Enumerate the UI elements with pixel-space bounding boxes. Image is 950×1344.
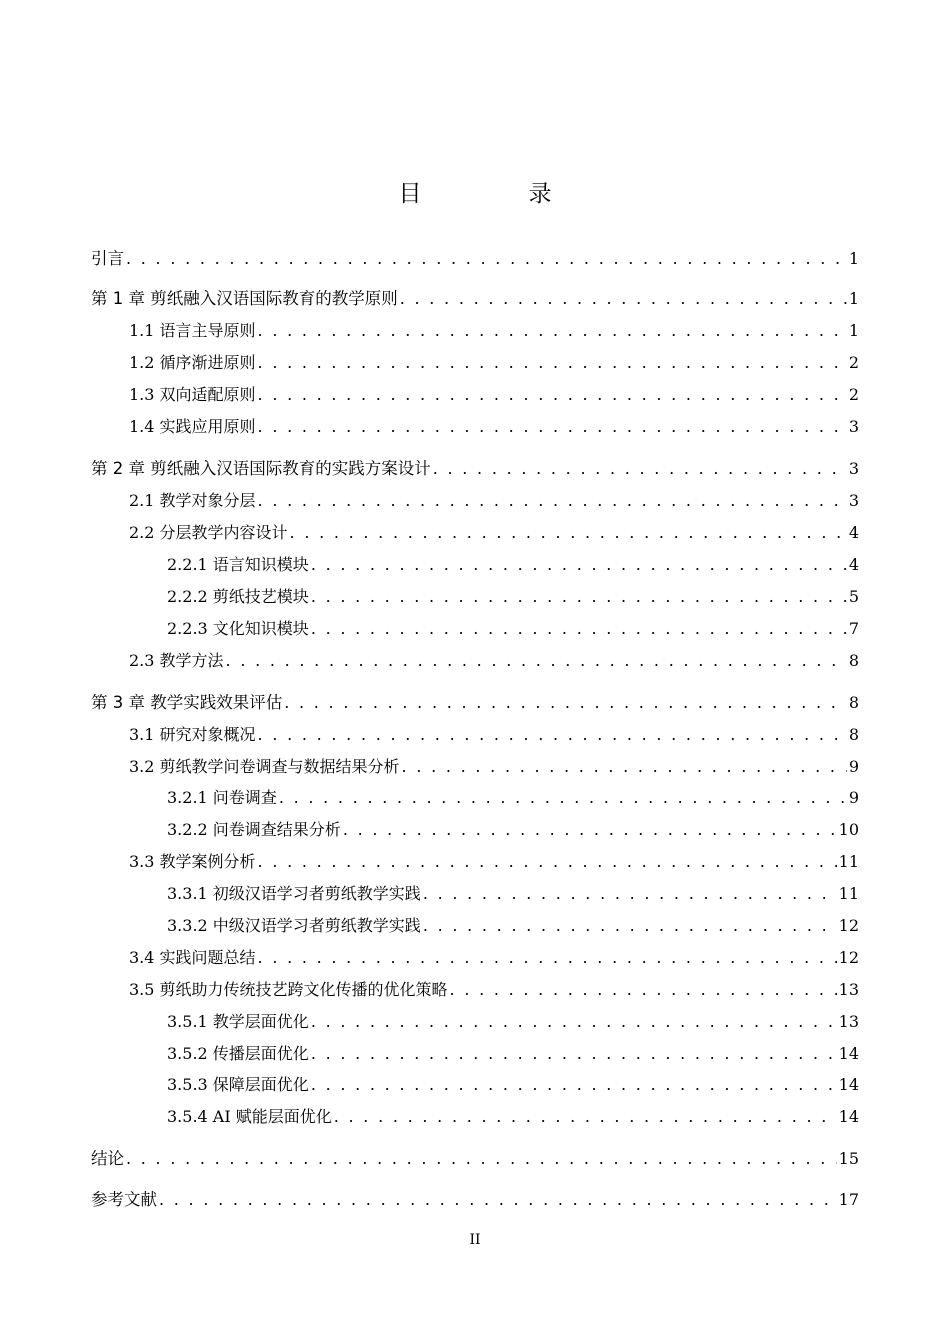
toc-entry-label: 3.3 教学案例分析 — [129, 852, 256, 871]
toc-entry-page: 11 — [838, 852, 859, 871]
toc-entry[interactable] — [91, 1105, 859, 1129]
toc-leader-dots — [284, 691, 847, 715]
toc-entry-page: 8 — [848, 725, 859, 744]
toc-entry-label: 参考文献 — [91, 1190, 157, 1209]
toc-entry-label: 3.2 剪纸教学问卷调查与数据结果分析 — [129, 757, 400, 776]
toc-entry-page: 5 — [848, 587, 859, 606]
toc-entry-page: 4 — [848, 523, 859, 542]
toc-leader-dots — [258, 351, 847, 375]
toc-entry-page: 1 — [848, 321, 859, 340]
toc-entry-label: 2.2.3 文化知识模块 — [167, 619, 309, 638]
toc-leader-dots — [258, 415, 847, 439]
toc-leader-dots — [311, 1042, 837, 1066]
toc-entry[interactable] — [91, 351, 859, 375]
toc-entry-page: 14 — [838, 1044, 859, 1063]
toc-entry[interactable] — [91, 723, 859, 747]
toc-entry[interactable] — [91, 617, 859, 641]
toc-leader-dots — [279, 786, 847, 810]
toc-entry[interactable] — [91, 1073, 859, 1097]
toc-entry-label: 第 1 章 剪纸融入汉语国际教育的教学原则 — [91, 289, 398, 308]
toc-entry[interactable] — [91, 247, 859, 271]
toc-entry-page: 12 — [838, 916, 859, 935]
toc-entry-page: 15 — [838, 1149, 859, 1168]
toc-entry[interactable] — [91, 1147, 859, 1171]
toc-entry[interactable] — [91, 521, 859, 545]
toc-leader-dots — [433, 457, 847, 481]
toc-entry-page: 9 — [848, 788, 859, 807]
toc-entry-label: 3.3.2 中级汉语学习者剪纸教学实践 — [167, 916, 421, 935]
toc-entry-page: 3 — [848, 491, 859, 510]
toc-entry-page: 13 — [838, 1012, 859, 1031]
toc-entry[interactable] — [91, 489, 859, 513]
toc-entry[interactable] — [91, 755, 859, 779]
toc-entry[interactable] — [91, 978, 859, 1002]
toc-entry[interactable] — [91, 319, 859, 343]
toc-leader-dots — [311, 617, 847, 641]
toc-leader-dots — [226, 649, 847, 673]
toc-leader-dots — [450, 978, 837, 1002]
toc-entry-label: 2.2.2 剪纸技艺模块 — [167, 587, 309, 606]
page-number-footer: II — [469, 1232, 481, 1248]
toc-entry-label: 第 3 章 教学实践效果评估 — [91, 693, 283, 712]
toc-leader-dots — [311, 1073, 837, 1097]
toc-entry-page: 12 — [838, 948, 859, 967]
toc-entry[interactable] — [91, 1042, 859, 1066]
toc-leader-dots — [258, 723, 847, 747]
toc-entry-label: 2.2.1 语言知识模块 — [167, 555, 309, 574]
toc-entry-label: 1.2 循序渐进原则 — [129, 353, 256, 372]
toc-entry-page: 2 — [848, 353, 859, 372]
toc-entry[interactable] — [91, 1010, 859, 1034]
toc-leader-dots — [290, 521, 847, 545]
toc-entry-label: 2.3 教学方法 — [129, 651, 224, 670]
toc-leader-dots — [126, 247, 847, 271]
toc-leader-dots — [400, 287, 847, 311]
toc-entry-page: 4 — [848, 555, 859, 574]
toc-leader-dots — [311, 585, 847, 609]
toc-leader-dots — [258, 489, 847, 513]
toc-leader-dots — [423, 882, 837, 906]
toc-entry[interactable] — [91, 415, 859, 439]
toc-entry-label: 2.1 教学对象分层 — [129, 491, 256, 510]
toc-entry-page: 7 — [848, 619, 859, 638]
toc-leader-dots — [159, 1188, 837, 1212]
toc-entry-label: 引言 — [91, 249, 124, 268]
toc-entry[interactable] — [91, 946, 859, 970]
toc-entry-label: 3.5.3 保障层面优化 — [167, 1075, 309, 1094]
toc-entry-page: 2 — [848, 385, 859, 404]
page-title: 目 录 — [398, 181, 594, 207]
toc-leader-dots — [258, 383, 847, 407]
toc-entry[interactable] — [91, 457, 859, 481]
toc-leader-dots — [334, 1105, 837, 1129]
toc-entry[interactable] — [91, 649, 859, 673]
toc-entry-page: 1 — [848, 249, 859, 268]
toc-entry-label: 3.2.2 问卷调查结果分析 — [167, 820, 341, 839]
toc-leader-dots — [343, 818, 837, 842]
toc-entry-page: 14 — [838, 1107, 859, 1126]
toc-entry-label: 1.3 双向适配原则 — [129, 385, 256, 404]
toc-entry[interactable] — [91, 1188, 859, 1212]
toc-entry-page: 14 — [838, 1075, 859, 1094]
toc-entry[interactable] — [91, 383, 859, 407]
toc-leader-dots — [311, 553, 847, 577]
toc-entry[interactable] — [91, 691, 859, 715]
toc-entry-label: 3.3.1 初级汉语学习者剪纸教学实践 — [167, 884, 421, 903]
toc-entry-page: 1 — [848, 289, 859, 308]
toc-entry[interactable] — [91, 585, 859, 609]
toc-entry-page: 13 — [838, 980, 859, 999]
toc-entry-label: 3.5 剪纸助力传统技艺跨文化传播的优化策略 — [129, 980, 448, 999]
toc-leader-dots — [258, 319, 847, 343]
toc-entry-label: 3.1 研究对象概况 — [129, 725, 256, 744]
toc-entry-label: 3.2.1 问卷调查 — [167, 788, 277, 807]
toc-entry-page: 3 — [848, 417, 859, 436]
toc-entry-label: 1.4 实践应用原则 — [129, 417, 256, 436]
toc-leader-dots — [258, 946, 837, 970]
toc-entry-label: 第 2 章 剪纸融入汉语国际教育的实践方案设计 — [91, 459, 431, 478]
toc-entry-label: 结论 — [91, 1149, 124, 1168]
toc-leader-dots — [126, 1147, 837, 1171]
toc-leader-dots — [258, 850, 837, 874]
toc-entry[interactable] — [91, 786, 859, 810]
toc-entry[interactable] — [91, 553, 859, 577]
toc-entry-page: 10 — [838, 820, 859, 839]
toc-leader-dots — [402, 755, 847, 779]
toc-entry-label: 1.1 语言主导原则 — [129, 321, 256, 340]
toc-entry-label: 3.5.2 传播层面优化 — [167, 1044, 309, 1063]
toc-entry-page: 9 — [848, 757, 859, 776]
toc-entry-label: 3.5.1 教学层面优化 — [167, 1012, 309, 1031]
toc-leader-dots — [423, 914, 837, 938]
toc-entry-page: 11 — [838, 884, 859, 903]
toc-entry-page: 8 — [848, 693, 859, 712]
toc-entry[interactable] — [91, 818, 859, 842]
toc-entry-label: 2.2 分层教学内容设计 — [129, 523, 288, 542]
toc-entry-label: 3.5.4 AI 赋能层面优化 — [167, 1107, 332, 1126]
toc-entry-page: 8 — [848, 651, 859, 670]
toc-leader-dots — [311, 1010, 837, 1034]
toc-entry[interactable] — [91, 850, 859, 874]
toc-entry[interactable] — [91, 914, 859, 938]
toc-entry-page: 17 — [838, 1190, 859, 1209]
toc-entry[interactable] — [91, 882, 859, 906]
toc-entry[interactable] — [91, 287, 859, 311]
toc-entry-label: 3.4 实践问题总结 — [129, 948, 256, 967]
toc-entry-page: 3 — [848, 459, 859, 478]
